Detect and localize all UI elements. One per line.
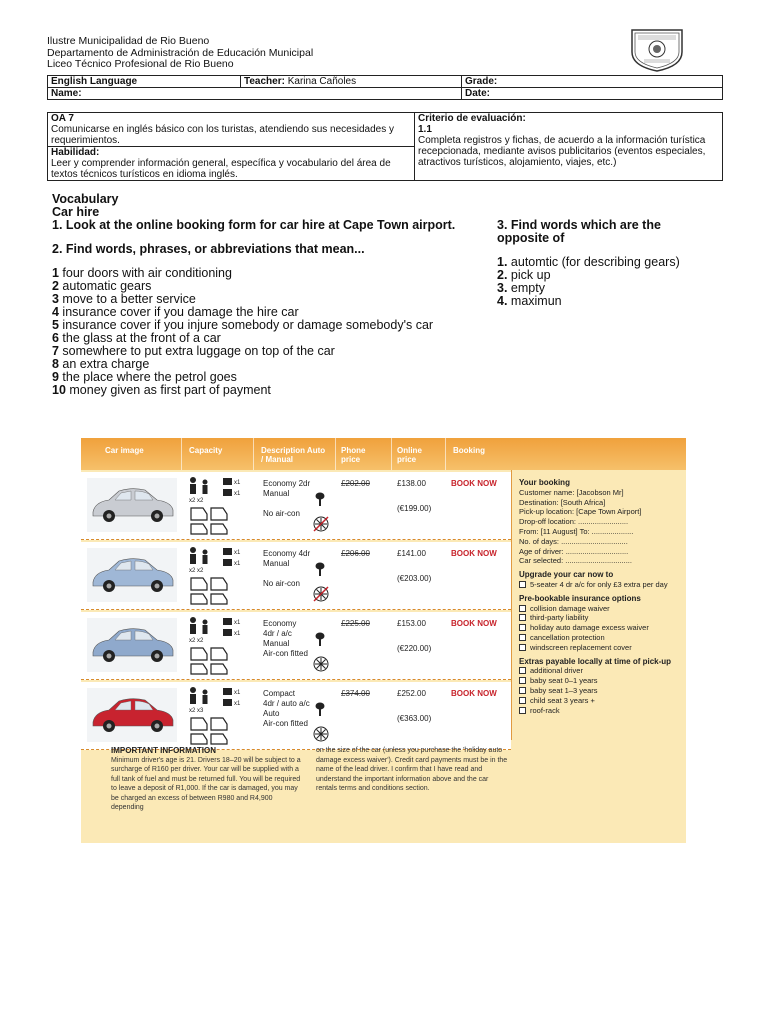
- insurance-title: Pre-bookable insurance options: [519, 593, 641, 603]
- gear-stick-icon: [315, 632, 325, 646]
- topic-title: Car hire: [52, 205, 100, 219]
- capacity-icons: [187, 476, 257, 536]
- vocab-item-number: 6: [52, 331, 59, 345]
- svg-text:x1: x1: [234, 701, 241, 707]
- opposites-list: [497, 256, 727, 308]
- description-line: 4dr / auto a/c: [263, 699, 310, 708]
- car-row: [81, 612, 511, 680]
- student-info-table: [47, 75, 723, 100]
- vocab-item-text: automatic gears: [58, 279, 152, 293]
- habilidad-title: Habilidad:: [51, 147, 100, 158]
- opposite-item-text: automtic (for describing gears): [507, 255, 680, 269]
- vocab-title: Vocabulary: [52, 192, 119, 206]
- car-image: [87, 478, 177, 532]
- vocab-items-list: [52, 267, 492, 397]
- your-booking-title: Your booking: [519, 478, 570, 487]
- svg-text:x2 x2: x2 x2: [189, 638, 204, 644]
- booking-field: From: [11 August] To: ....................: [519, 526, 634, 536]
- extra-option-label: roof-rack: [530, 705, 560, 715]
- col-car-image: Car image: [105, 446, 144, 455]
- booking-lines: [519, 488, 681, 566]
- col-capacity: Capacity: [189, 446, 223, 455]
- vocab-item-number: 3: [52, 292, 59, 306]
- online-price: [397, 479, 431, 514]
- question-3: 3. Find words which are the opposite of: [497, 218, 661, 245]
- description-line: Manual: [263, 559, 290, 568]
- online-price-eur: (€220.00): [397, 644, 432, 653]
- vocab-item-number: 8: [52, 357, 59, 371]
- online-price-eur: (€199.00): [397, 504, 432, 513]
- online-price-gbp: £252.00: [397, 689, 426, 698]
- insurance-option-label: holiday auto damage excess waiver: [530, 623, 649, 633]
- online-price-eur: (€203.00): [397, 574, 432, 583]
- important-left-text: Minimum driver's age is 21. Drivers 18–20 will be subject to a surcharge of R160 per driver. Your car will be supplied with a full tank of fuel and must be returned full. You will be required to leave a deposit of R1,000. If the car is damaged, you may be charged an excess of between R980 and R4,900 depending: [111, 756, 301, 811]
- gear-stick-icon: [315, 492, 325, 506]
- vocab-item-text: four doors with air conditioning: [58, 266, 232, 280]
- vocab-item-text: money given as first part of payment: [65, 383, 271, 397]
- opposite-item-text: maximun: [507, 294, 562, 308]
- booking-field: Pick-up location: [Cape Town Airport]: [519, 507, 642, 517]
- online-price: [397, 549, 431, 584]
- online-price-gbp: £141.00: [397, 549, 426, 558]
- exercise-right: [497, 219, 727, 308]
- booking-field: Age of driver: ..............................: [519, 546, 629, 556]
- teacher-name: Karina Cañoles: [287, 76, 357, 87]
- description-line: Economy: [263, 619, 297, 628]
- extra-option[interactable]: [519, 666, 681, 676]
- aircon-fan-icon: [313, 586, 329, 602]
- opposite-item-text: empty: [507, 281, 545, 295]
- vocab-item-text: insurance cover if you damage the hire car: [58, 305, 299, 319]
- question-2: 2. Find words, phrases, or abbreviations that mean...: [52, 242, 365, 256]
- vocab-item-text: insurance cover if you injure somebody or damage somebody's car: [58, 318, 434, 332]
- passenger-luggage-icon: [187, 546, 257, 606]
- col-phone-price: Phone price: [341, 446, 366, 464]
- col-booking: Booking: [453, 446, 485, 455]
- school-logo: [620, 26, 694, 72]
- insurance-option[interactable]: [519, 643, 681, 653]
- criterio-num: 1.1: [418, 124, 432, 135]
- vocab-item-number: 10: [52, 383, 66, 397]
- col-description: Description Auto / Manual: [261, 446, 326, 464]
- car-image: [87, 688, 177, 742]
- capacity-icons: [187, 546, 257, 606]
- svg-text:x2 x3: x2 x3: [189, 708, 204, 714]
- description-line: Compact: [263, 689, 296, 698]
- opposite-item: [497, 295, 727, 308]
- criterio-title: Criterio de evaluación:: [418, 113, 526, 124]
- opposite-item-number: 1.: [497, 255, 508, 269]
- checkbox-icon[interactable]: [519, 697, 526, 704]
- description-line: 4dr / a/c: [263, 629, 292, 638]
- vocab-item-text: the glass at the front of a car: [58, 331, 221, 345]
- insurance-option[interactable]: [519, 604, 681, 614]
- car-row: [81, 542, 511, 610]
- svg-text:x2 x2: x2 x2: [189, 498, 204, 504]
- online-price: [397, 619, 431, 654]
- phone-price: £206.00: [341, 549, 370, 558]
- vocab-item-text: the place where the petrol goes: [58, 370, 237, 384]
- exercise-left: [52, 193, 492, 397]
- description-line: Manual: [263, 489, 290, 498]
- criterio-text: Completa registros y fichas, de acuerdo a la información turística recepcionada, mediante avisos publicitarios (eventos especiales, atractivos turísticos, alojamiento, viajes, etc.): [418, 135, 706, 168]
- capacity-icons: [187, 616, 257, 676]
- extra-option-label: additional driver: [530, 666, 583, 676]
- oa-text: Comunicarse en inglés básico con los turistas, atendiendo sus necesidades y requerimientos.: [51, 124, 394, 146]
- extra-option[interactable]: [519, 676, 681, 686]
- description-line: Air-con fitted: [263, 649, 308, 658]
- checkbox-icon[interactable]: [519, 634, 526, 641]
- car-image: [87, 618, 177, 672]
- name-label: Name:: [51, 88, 82, 99]
- insurance-options: [519, 604, 681, 653]
- capacity-icons: [187, 686, 257, 746]
- passenger-luggage-icon: [187, 476, 257, 536]
- online-price-gbp: £153.00: [397, 619, 426, 628]
- school-header: [47, 36, 313, 71]
- objectives-table: [47, 112, 723, 181]
- vocab-item-number: 7: [52, 344, 59, 358]
- opposite-item-number: 2.: [497, 268, 508, 282]
- extra-option[interactable]: [519, 686, 681, 696]
- checkbox-icon[interactable]: [519, 624, 526, 631]
- svg-text:x1: x1: [234, 631, 241, 637]
- opposite-item-number: 3.: [497, 281, 508, 295]
- extra-option-label: baby seat 0–1 years: [530, 676, 598, 686]
- description-line: Auto: [263, 709, 280, 718]
- online-price-eur: (€363.00): [397, 714, 432, 723]
- book-now-link[interactable]: BOOK NOW: [451, 549, 497, 558]
- insurance-option-label: third-party liability: [530, 613, 589, 623]
- svg-text:x1: x1: [234, 690, 241, 696]
- important-right-text: on the size of the car (unless you purchase the 'holiday auto damage excess waiver'). Credit card payments must be in the name of the lead driver. I confirm that I have read and understand the important information above and the car rentals terms and conditions section.: [316, 747, 508, 792]
- vocab-item-text: an extra charge: [58, 357, 150, 371]
- svg-text:x1: x1: [234, 480, 241, 486]
- booking-panel: [519, 478, 681, 715]
- opposite-item-number: 4.: [497, 294, 508, 308]
- important-title: IMPORTANT INFORMATION: [111, 746, 217, 755]
- checkbox-icon[interactable]: [519, 707, 526, 714]
- header-line-3: Liceo Técnico Profesional de Rio Bueno: [47, 58, 234, 70]
- booking-field: Drop-off location: ........................: [519, 517, 629, 527]
- book-now-link[interactable]: BOOK NOW: [451, 479, 497, 488]
- vocab-item-number: 9: [52, 370, 59, 384]
- checkbox-icon[interactable]: [519, 687, 526, 694]
- description-line: No air-con: [263, 509, 300, 518]
- oa-title: OA 7: [51, 113, 74, 124]
- vocab-item-text: move to a better service: [58, 292, 196, 306]
- brochure-header: [81, 438, 686, 470]
- passenger-luggage-icon: [187, 686, 257, 746]
- car-hire-brochure: [81, 438, 686, 843]
- car-row: [81, 682, 511, 750]
- extras-title: Extras payable locally at time of pick-up: [519, 656, 672, 666]
- insurance-option-label: collision damage waiver: [530, 603, 610, 613]
- online-price: [397, 689, 431, 724]
- svg-text:x1: x1: [234, 620, 241, 626]
- description-line: Air-con fitted: [263, 719, 308, 728]
- header-line-2: Departamento de Administración de Educación Municipal: [47, 46, 314, 59]
- question-1: 1. Look at the online booking form for car hire at Cape Town airport.: [52, 218, 456, 232]
- booking-field: Destination: [South Africa]: [519, 497, 606, 507]
- phone-price: £374.00: [341, 689, 370, 698]
- aircon-fan-icon: [313, 656, 329, 672]
- gear-stick-icon: [315, 702, 325, 716]
- subject-label: English Language: [51, 76, 138, 87]
- checkbox-icon[interactable]: [519, 667, 526, 674]
- vocab-item-number: 4: [52, 305, 59, 319]
- habilidad-text: Leer y comprender información general, específica y vocabulario del área de textos técnicos turísticos en idioma inglés.: [51, 158, 391, 180]
- vocab-item: [52, 384, 492, 397]
- vocab-item-number: 2: [52, 279, 59, 293]
- description-line: No air-con: [263, 579, 300, 588]
- insurance-option-label: cancellation protection: [530, 632, 605, 642]
- aircon-fan-icon: [313, 726, 329, 742]
- vocab-item-number: 5: [52, 318, 59, 332]
- insurance-option[interactable]: [519, 613, 681, 623]
- gear-stick-icon: [315, 562, 325, 576]
- extras-options: [519, 666, 681, 715]
- teacher-label: Teacher:: [244, 76, 285, 87]
- car-row: [81, 472, 511, 540]
- book-now-link[interactable]: BOOK NOW: [451, 619, 497, 628]
- svg-text:x1: x1: [234, 561, 241, 567]
- insurance-option[interactable]: [519, 633, 681, 643]
- opposite-item-text: pick up: [507, 268, 551, 282]
- checkbox-icon[interactable]: [519, 644, 526, 651]
- col-online-price: Online price: [397, 446, 422, 464]
- extra-option[interactable]: [519, 696, 681, 706]
- checkbox-icon[interactable]: [519, 614, 526, 621]
- upgrade-option[interactable]: 5-seater 4 dr a/c for only £3 extra per day: [519, 580, 681, 590]
- checkbox-icon[interactable]: [519, 677, 526, 684]
- vocab-item-number: 1: [52, 266, 59, 280]
- grade-label: Grade:: [465, 76, 498, 87]
- phone-price: £225.00: [341, 619, 370, 628]
- book-now-link[interactable]: BOOK NOW: [451, 689, 497, 698]
- description-line: Economy 4dr: [263, 549, 311, 558]
- extra-option-label: child seat 3 years +: [530, 695, 595, 705]
- booking-field: Car selected: ................................: [519, 556, 632, 566]
- svg-text:x1: x1: [234, 491, 241, 497]
- extra-option[interactable]: [519, 706, 681, 716]
- online-price-gbp: £138.00: [397, 479, 426, 488]
- booking-field: No. of days: ................................: [519, 536, 628, 546]
- date-label: Date:: [465, 88, 491, 99]
- car-image: [87, 548, 177, 602]
- description-line: Manual: [263, 639, 290, 648]
- aircon-fan-icon: [313, 516, 329, 532]
- checkbox-icon[interactable]: [519, 605, 526, 612]
- booking-field: Customer name: [Jacobson Mr]: [519, 487, 624, 497]
- passenger-luggage-icon: [187, 616, 257, 676]
- upgrade-title: Upgrade your car now to: [519, 570, 614, 580]
- svg-text:x2 x2: x2 x2: [189, 568, 204, 574]
- header-line-1: Ilustre Municipalidad de Rio Bueno: [47, 35, 210, 47]
- svg-text:x1: x1: [234, 550, 241, 556]
- checkbox-icon[interactable]: [519, 581, 526, 588]
- extra-option-label: baby seat 1–3 years: [530, 685, 598, 695]
- description-line: Economy 2dr: [263, 479, 311, 488]
- phone-price: £202.00: [341, 479, 370, 488]
- insurance-option[interactable]: [519, 623, 681, 633]
- vocab-item-text: somewhere to put extra luggage on top of the car: [58, 344, 335, 358]
- insurance-option-label: windscreen replacement cover: [530, 642, 632, 652]
